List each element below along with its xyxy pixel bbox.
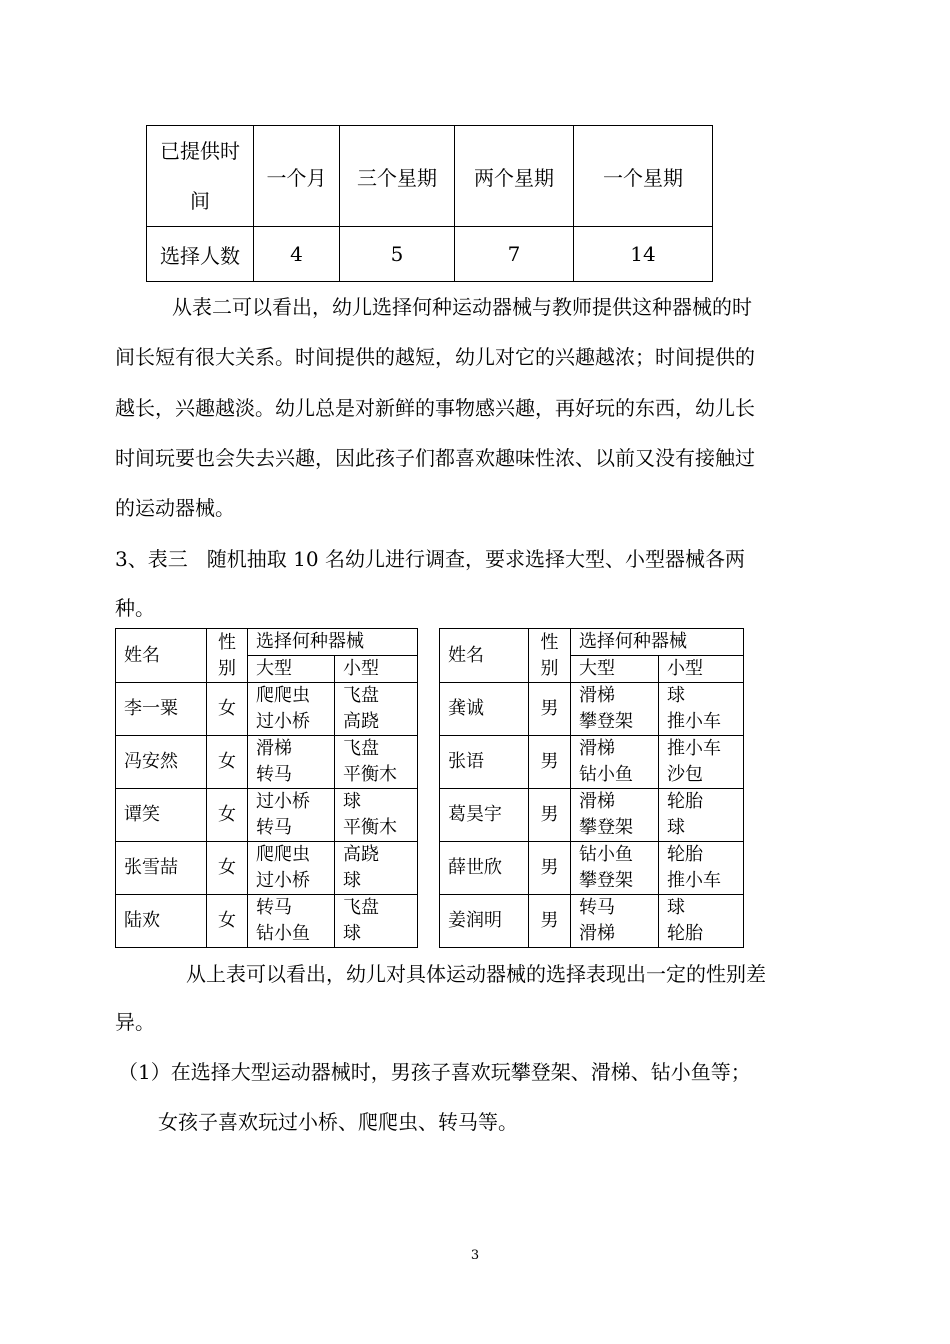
name-header: 姓名 <box>116 629 207 683</box>
equipment-item: 转马 <box>579 897 615 918</box>
text-line: （1）在选择大型运动器械时，男孩子喜欢玩攀登架、滑梯、钻小鱼等； <box>118 1060 751 1084</box>
equipment-item: 轮胎 <box>667 791 703 812</box>
table-header-row <box>116 629 744 656</box>
equipment-item: 转马 <box>256 764 292 785</box>
equipment-item: 球 <box>343 791 361 812</box>
table-cell: 两个星期 <box>455 126 574 227</box>
equipment-item: 高跷 <box>343 844 379 865</box>
equipment-item: 轮胎 <box>667 923 703 944</box>
large-equipment <box>571 736 659 789</box>
equipment-item: 钻小鱼 <box>256 923 310 944</box>
table-header-cell <box>147 126 254 227</box>
small-header: 小型 <box>659 656 744 683</box>
equipment-item: 转马 <box>256 897 292 918</box>
large-equipment <box>248 683 335 736</box>
child-gender: 男 <box>529 683 571 736</box>
equipment-item: 飞盘 <box>343 738 379 759</box>
equipment-item: 球 <box>667 897 685 918</box>
equipment-item: 球 <box>343 870 361 891</box>
equipment-item: 过小桥 <box>256 791 310 812</box>
small-equipment <box>659 683 744 736</box>
equipment-item: 钻小鱼 <box>579 844 633 865</box>
child-gender: 女 <box>207 736 248 789</box>
child-name: 张语 <box>440 736 529 789</box>
child-gender: 男 <box>529 736 571 789</box>
child-gender: 男 <box>529 895 571 948</box>
table-row <box>147 126 713 227</box>
header-label-line2: 间 <box>190 189 210 213</box>
equipment-item: 爬爬虫 <box>256 844 310 865</box>
gender-header <box>529 629 571 683</box>
choice-header: 选择何种器械 <box>248 629 418 656</box>
large-equipment <box>571 683 659 736</box>
text-line: 从表二可以看出，幼儿选择何种运动器械与教师提供这种器械的时 <box>172 295 752 319</box>
child-name: 薛世欣 <box>440 842 529 895</box>
text-line: 从上表可以看出，幼儿对具体运动器械的选择表现出一定的性别差 <box>186 962 766 986</box>
child-gender: 男 <box>529 789 571 842</box>
child-name: 谭笑 <box>116 789 207 842</box>
table-cell: 一个星期 <box>574 126 713 227</box>
small-equipment <box>659 736 744 789</box>
equipment-item: 平衡木 <box>343 764 397 785</box>
equipment-item: 平衡木 <box>343 817 397 838</box>
child-name: 姜润明 <box>440 895 529 948</box>
child-name: 龚诚 <box>440 683 529 736</box>
child-name: 葛昊宇 <box>440 789 529 842</box>
small-equipment <box>335 736 418 789</box>
child-gender: 女 <box>207 683 248 736</box>
child-name: 李一粟 <box>116 683 207 736</box>
text-line: 间长短有很大关系。时间提供的越短，幼儿对它的兴趣越浓；时间提供的 <box>115 345 755 369</box>
large-header: 大型 <box>571 656 659 683</box>
large-equipment <box>571 789 659 842</box>
table-cell: 5 <box>340 227 455 282</box>
table-gap <box>418 629 440 948</box>
table-cell: 一个月 <box>254 126 340 227</box>
equipment-item: 转马 <box>256 817 292 838</box>
equipment-item: 攀登架 <box>579 711 633 732</box>
small-equipment <box>335 789 418 842</box>
small-equipment <box>335 842 418 895</box>
equipment-item: 飞盘 <box>343 685 379 706</box>
table-header-cell: 选择人数 <box>147 227 254 282</box>
small-equipment <box>659 895 744 948</box>
choice-header: 选择何种器械 <box>571 629 744 656</box>
text-line: 3、表三 随机抽取 10 名幼儿进行调查，要求选择大型、小型器械各两 <box>115 547 745 571</box>
large-equipment <box>248 842 335 895</box>
equipment-item: 球 <box>343 923 361 944</box>
text-line: 时间玩要也会失去兴趣，因此孩子们都喜欢趣味性浓、以前又没有接触过 <box>115 446 755 470</box>
equipment-item: 滑梯 <box>579 738 615 759</box>
large-equipment <box>571 842 659 895</box>
equipment-item: 推小车 <box>667 711 721 732</box>
child-gender: 女 <box>207 842 248 895</box>
header-label-line1: 已提供时 <box>160 139 240 163</box>
large-equipment <box>571 895 659 948</box>
equipment-item: 高跷 <box>343 711 379 732</box>
gender-header <box>207 629 248 683</box>
equipment-item: 飞盘 <box>343 897 379 918</box>
text-line: 的运动器械。 <box>115 496 235 520</box>
equipment-item: 爬爬虫 <box>256 685 310 706</box>
table-two <box>146 125 713 282</box>
gender-header-line1: 性 <box>540 631 559 653</box>
gender-header-line2: 别 <box>540 657 559 679</box>
gender-header-line1: 性 <box>218 631 236 653</box>
equipment-item: 沙包 <box>667 764 703 785</box>
child-gender: 男 <box>529 842 571 895</box>
equipment-item: 推小车 <box>667 870 721 891</box>
child-name: 张雪喆 <box>116 842 207 895</box>
equipment-item: 攀登架 <box>579 817 633 838</box>
small-equipment <box>659 789 744 842</box>
equipment-item: 球 <box>667 817 685 838</box>
equipment-item: 过小桥 <box>256 870 310 891</box>
large-header: 大型 <box>248 656 335 683</box>
text-line: 女孩子喜欢玩过小桥、爬爬虫、转马等。 <box>158 1110 518 1134</box>
table-three <box>115 628 744 948</box>
page-number: 3 <box>470 1248 480 1263</box>
table-cell: 4 <box>254 227 340 282</box>
table-cell: 三个星期 <box>340 126 455 227</box>
child-gender: 女 <box>207 895 248 948</box>
text-line: 异。 <box>115 1010 155 1034</box>
equipment-item: 滑梯 <box>579 685 615 706</box>
equipment-item: 滑梯 <box>256 738 292 759</box>
equipment-item: 攀登架 <box>579 870 633 891</box>
table-cell: 7 <box>455 227 574 282</box>
text-line: 种。 <box>115 596 155 620</box>
small-equipment <box>659 842 744 895</box>
child-name: 冯安然 <box>116 736 207 789</box>
equipment-item: 过小桥 <box>256 711 310 732</box>
gender-header-line2: 别 <box>218 657 236 679</box>
large-equipment <box>248 789 335 842</box>
small-header: 小型 <box>335 656 418 683</box>
small-equipment <box>335 895 418 948</box>
small-equipment <box>335 683 418 736</box>
equipment-item: 钻小鱼 <box>579 764 633 785</box>
child-name: 陆欢 <box>116 895 207 948</box>
equipment-item: 轮胎 <box>667 844 703 865</box>
large-equipment <box>248 895 335 948</box>
equipment-item: 滑梯 <box>579 923 615 944</box>
child-gender: 女 <box>207 789 248 842</box>
table-row <box>147 227 713 282</box>
name-header: 姓名 <box>440 629 529 683</box>
table-cell: 14 <box>574 227 713 282</box>
large-equipment <box>248 736 335 789</box>
equipment-item: 推小车 <box>667 738 721 759</box>
equipment-item: 滑梯 <box>579 791 615 812</box>
text-line: 越长，兴趣越淡。幼儿总是对新鲜的事物感兴趣，再好玩的东西，幼儿长 <box>115 396 755 420</box>
equipment-item: 球 <box>667 685 685 706</box>
